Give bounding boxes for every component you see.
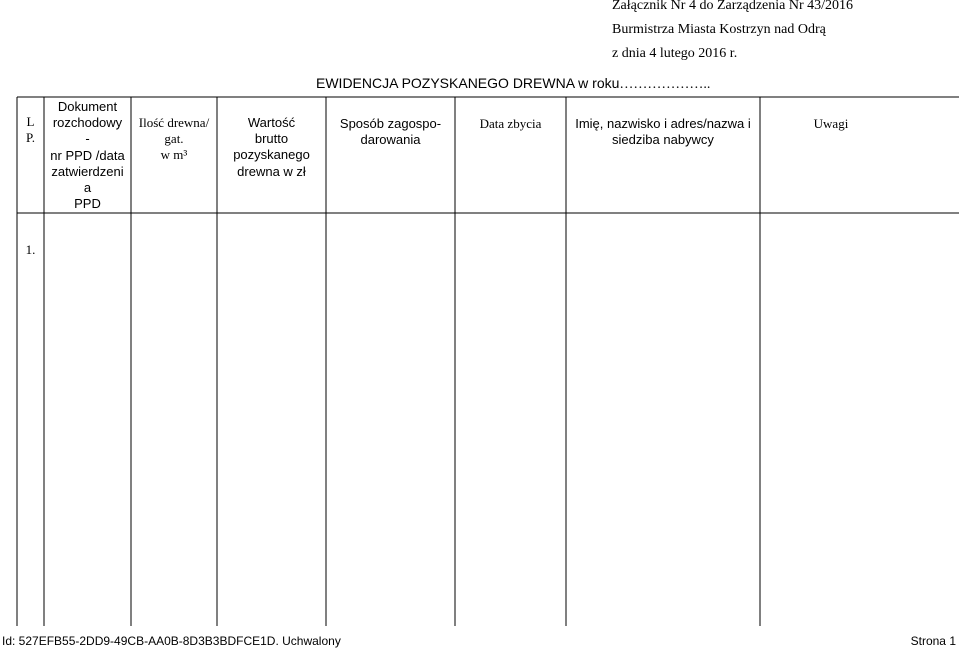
attachment-header-line1: Załącznik Nr 4 do Zarządzenia Nr 43/2016 <box>612 0 854 13</box>
column-header-lp: L P. <box>25 114 36 146</box>
column-header-data-zbycia: Data zbycia <box>479 116 542 131</box>
column-header-sposob: Sposób zagospo- darowania <box>339 116 442 148</box>
title-main: EWIDENCJA POZYSKANEGO DREWNA w roku <box>316 75 620 91</box>
column-header-dokument: Dokument rozchodowy - nr PPD /data zatwierdzeni a PPD <box>50 99 125 212</box>
footer-page-number: Strona 1 <box>910 634 956 648</box>
column-header-nabywca: Imię, nazwisko i adres/nazwa i siedziba nabywcy <box>575 116 751 148</box>
table-row-number: 1. <box>25 242 36 257</box>
title-year-placeholder: ……………….. <box>619 77 711 92</box>
attachment-header-line3: z dnia 4 lutego 2016 r. <box>612 46 738 61</box>
footer-id: Id: 527EFB55-2DD9-49CB-AA0B-8D3B3BDFCE1D. Uchwalony <box>2 634 341 648</box>
attachment-header-line2: Burmistrza Miasta Kostrzyn nad Odrą <box>612 22 826 37</box>
column-header-wartosc: Wartość brutto pozyskanego drewna w zł <box>233 115 310 179</box>
column-header-ilosc: Ilość drewna/ gat. w m³ <box>138 115 210 163</box>
column-header-uwagi: Uwagi <box>813 116 849 131</box>
